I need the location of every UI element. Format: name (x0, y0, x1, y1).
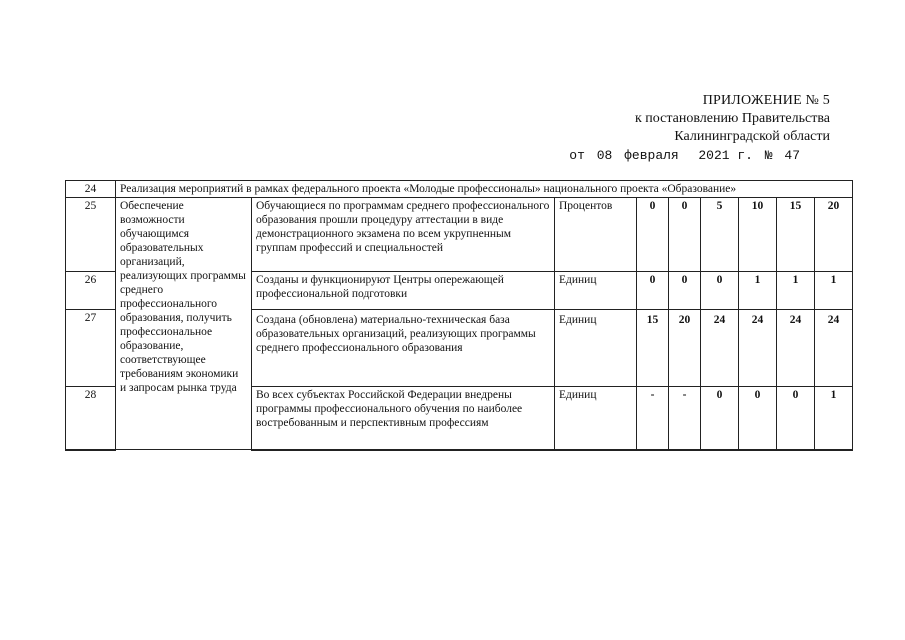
unit-cell: Единиц (555, 387, 637, 450)
indicator-cell: Во всех субъектах Российской Федерации внедрены программы профессионального обучения по наиболее востребованным и перспективным профессиям (252, 387, 555, 450)
value-cell: 20 (815, 198, 853, 272)
document-header (567, 92, 830, 165)
number-sign: № (764, 148, 773, 163)
value-cell: 24 (815, 310, 853, 387)
unit-cell: Процентов (555, 198, 637, 272)
value-cell: 15 (637, 310, 669, 387)
indicator-cell: Обучающиеся по программам среднего профессионального образования прошли процедуру аттестации в виде демонстрационного экзамена по всем укрупненным группам профессий и специальностей (252, 198, 555, 272)
appendix-subtitle: к постановлению Правительства (634, 111, 830, 126)
row-number: 24 (66, 181, 116, 198)
appendix-region: Калининградской области (674, 129, 830, 144)
unit-cell: Единиц (555, 310, 637, 387)
appendix-date (567, 147, 802, 165)
indicator-cell: Создана (обновлена) материально-техническая база образовательных организаций, реализующих программы среднего профессионального образования (252, 310, 555, 387)
indicators-table (65, 180, 853, 451)
value-cell: 0 (637, 272, 669, 310)
row-number: 25 (66, 198, 116, 272)
value-cell: 0 (739, 387, 777, 450)
unit-cell: Единиц (555, 272, 637, 310)
date-prefix: от (569, 148, 585, 163)
value-cell: 20 (669, 310, 701, 387)
value-cell: 0 (701, 387, 739, 450)
row-number: 27 (66, 310, 116, 387)
document-number: 47 (784, 148, 800, 163)
date-day: 08 (596, 148, 613, 163)
value-cell: 0 (637, 198, 669, 272)
value-cell: 1 (777, 272, 815, 310)
value-cell: 10 (739, 198, 777, 272)
value-cell: 1 (815, 387, 853, 450)
value-cell: 24 (701, 310, 739, 387)
goal-cell: Обеспечение возможности обучающимся образовательных организаций, реализующих программы среднего профессионального образования, получить профессиональное образование, соответствующее требованиям экономики и запросам рынка труда (116, 198, 252, 450)
value-cell: 24 (777, 310, 815, 387)
section-title: Реализация мероприятий в рамках федерального проекта «Молодые профессионалы» национального проекта «Образование» (116, 181, 853, 198)
value-cell: 5 (701, 198, 739, 272)
row-number: 28 (66, 387, 116, 450)
value-cell: 1 (815, 272, 853, 310)
row-number: 26 (66, 272, 116, 310)
appendix-title: ПРИЛОЖЕНИЕ № 5 (702, 93, 830, 108)
date-year: 2021 г. (698, 148, 753, 163)
value-cell: - (669, 387, 701, 450)
value-cell: 1 (739, 272, 777, 310)
value-cell: 0 (777, 387, 815, 450)
value-cell: 0 (701, 272, 739, 310)
value-cell: 24 (739, 310, 777, 387)
table-row (66, 181, 853, 198)
value-cell: 15 (777, 198, 815, 272)
value-cell: - (637, 387, 669, 450)
indicator-cell: Созданы и функционируют Центры опережающей профессиональной подготовки (252, 272, 555, 310)
value-cell: 0 (669, 272, 701, 310)
date-month: февраля (624, 148, 679, 163)
table-row (66, 198, 853, 272)
value-cell: 0 (669, 198, 701, 272)
